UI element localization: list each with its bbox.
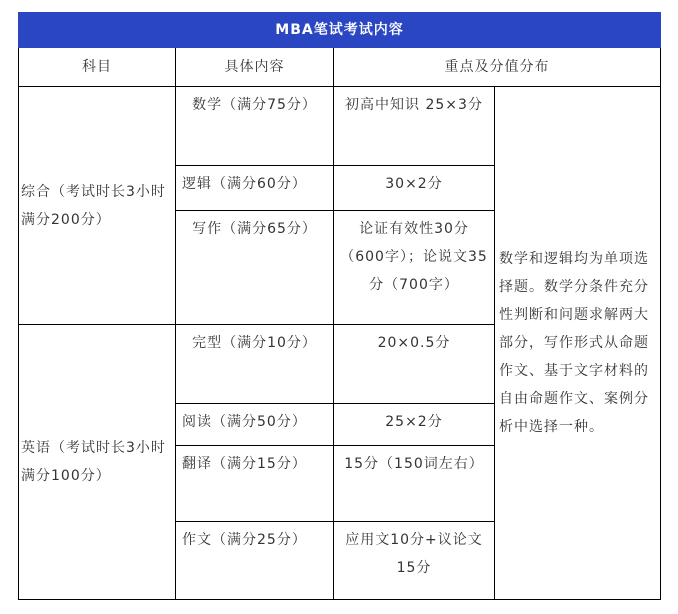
score-cell: 应用文10分+议论文15分 <box>334 522 495 600</box>
score-cell: 25×2分 <box>334 404 495 446</box>
score-cell: 15分（150词左右） <box>334 446 495 522</box>
score-cell: 论证有效性30分（600字）；论说文35分（700字） <box>334 211 495 325</box>
exam-content-table <box>18 12 661 600</box>
content-cell: 完型（满分10分） <box>176 325 334 404</box>
score-cell: 20×0.5分 <box>334 325 495 404</box>
header-content: 具体内容 <box>176 48 334 87</box>
subject-cell-comprehensive: 综合（考试时长3小时 满分200分） <box>19 87 176 325</box>
table-title-row <box>19 13 661 48</box>
note-cell: 数学和逻辑均为单项选择题。数学分条件充分性判断和问题求解两大部分，写作形式从命题作文、基于文字材料的自由命题作文、案例分析中选择一种。 <box>495 87 661 600</box>
header-score: 重点及分值分布 <box>334 48 661 87</box>
content-cell: 作文（满分25分） <box>176 522 334 600</box>
table-header-row <box>19 48 661 87</box>
header-subject: 科目 <box>19 48 176 87</box>
table-title: MBA笔试考试内容 <box>19 13 661 48</box>
exam-table-container <box>18 12 660 600</box>
content-cell: 阅读（满分50分） <box>176 404 334 446</box>
subject-cell-english: 英语（考试时长3小时 满分100分） <box>19 325 176 600</box>
score-cell: 初高中知识 25×3分 <box>334 87 495 166</box>
content-cell: 翻译（满分15分） <box>176 446 334 522</box>
table-row <box>19 87 661 166</box>
content-cell: 数学（满分75分） <box>176 87 334 166</box>
content-cell: 写作（满分65分） <box>176 211 334 325</box>
content-cell: 逻辑（满分60分） <box>176 166 334 211</box>
score-cell: 30×2分 <box>334 166 495 211</box>
